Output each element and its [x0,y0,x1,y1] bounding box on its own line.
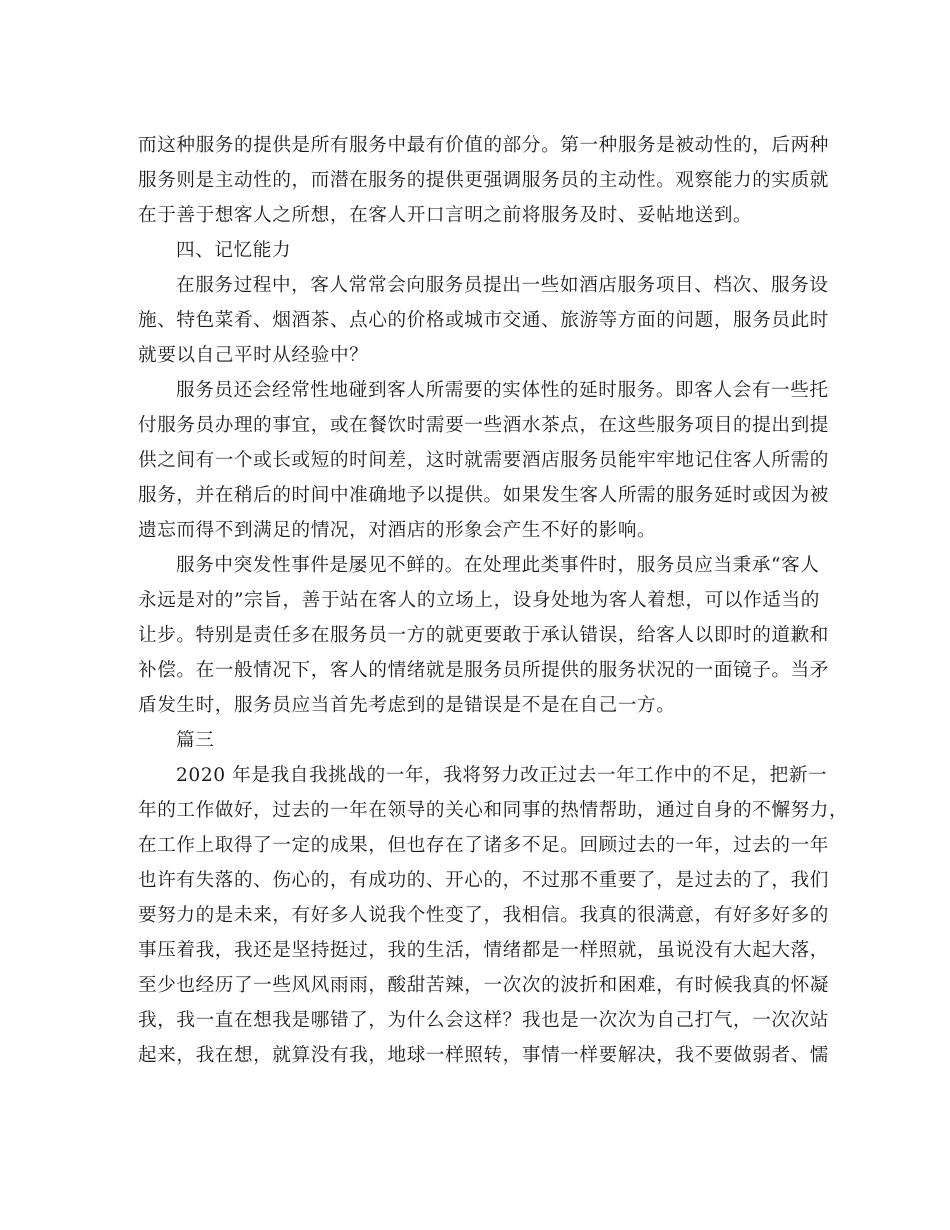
text-line: 施、特色菜肴、烟酒茶、点心的价格或城市交通、旅游等方面的问题，服务员此时 [138,310,829,331]
text-line: 就要以自己平时从经验中？ [138,345,369,366]
text-line: 服务则是主动性的，而潜在服务的提供更强调服务员的主动性。观察能力的实质就 [138,170,829,191]
text-line: 四、记忆能力 [176,240,292,261]
text-line: 补偿。在一般情况下，客人的情绪就是服务员所提供的服务状况的一面镜子。当矛 [138,660,829,681]
text-line: 服务员还会经常性地碰到客人所需要的实体性的延时服务。即客人会有一些托 [176,380,829,401]
text-line: 事压着我，我还是坚持挺过，我的生活，情绪都是一样照就，虽说没有大起大落， [138,940,829,961]
text-line: 让步。特别是责任多在服务员一方的就更要敢于承认错误，给客人以即时的道歉和 [138,625,829,646]
text-line: 也许有失落的、伤心的，有成功的、开心的，不过那不重要了，是过去的了，我们 [138,870,829,891]
text-line: 在工作上取得了一定的成果，但也存在了诸多不足。回顾过去的一年，过去的一年 [138,835,829,856]
text-line: 而这种服务的提供是所有服务中最有价值的部分。第一种服务是被动性的，后两种 [138,135,829,156]
text-line: 年的工作做好，过去的一年在领导的关心和同事的热情帮助，通过自身的不懈努力， [138,800,849,821]
text-line: 至少也经历了一些风风雨雨，酸甜苦辣，一次次的波折和困难，有时候我真的怀凝 [138,975,829,996]
text-line: 我，我一直在想我是哪错了，为什么会这样？我也是一次次为自己打气，一次次站 [138,1010,829,1031]
text-line: 要努力的是未来，有好多人说我个性变了，我相信。我真的很满意，有好多好多的 [138,905,829,926]
text-line: 2020 年是我自我挑战的一年，我将努力改正过去一年工作中的不足，把新一 [176,765,828,786]
text-line: 在服务过程中，客人常常会向服务员提出一些如酒店服务项目、档次、服务设 [176,275,829,296]
text-line: 篇三 [176,730,215,751]
text-line: 永远是对的”宗旨，善于站在客人的立场上，设身处地为客人着想，可以作适当的 [138,590,820,611]
text-line: 服务，并在稍后的时间中准确地予以提供。如果发生客人所需的服务延时或因为被 [138,485,829,506]
text-line: 服务中突发性事件是屡见不鲜的。在处理此类事件时，服务员应当秉承“客人 [176,555,820,576]
text-line: 遗忘而得不到满足的情况，对酒店的形象会产生不好的影响。 [138,520,657,541]
text-line: 供之间有一个或长或短的时间差，这时就需要酒店服务员能牢牢地记住客人所需的 [138,450,829,471]
text-line: 付服务员办理的事宜，或在餐饮时需要一些酒水茶点，在这些服务项目的提出到提 [138,415,829,436]
text-line: 盾发生时，服务员应当首先考虑到的是错误是不是在自己一方。 [138,695,676,716]
document-page [138,128,849,1073]
text-line: 在于善于想客人之所想，在客人开口言明之前将服务及时、妥帖地送到。 [138,205,753,226]
text-line: 起来，我在想，就算没有我，地球一样照转，事情一样要解决，我不要做弱者、懦 [138,1045,829,1066]
